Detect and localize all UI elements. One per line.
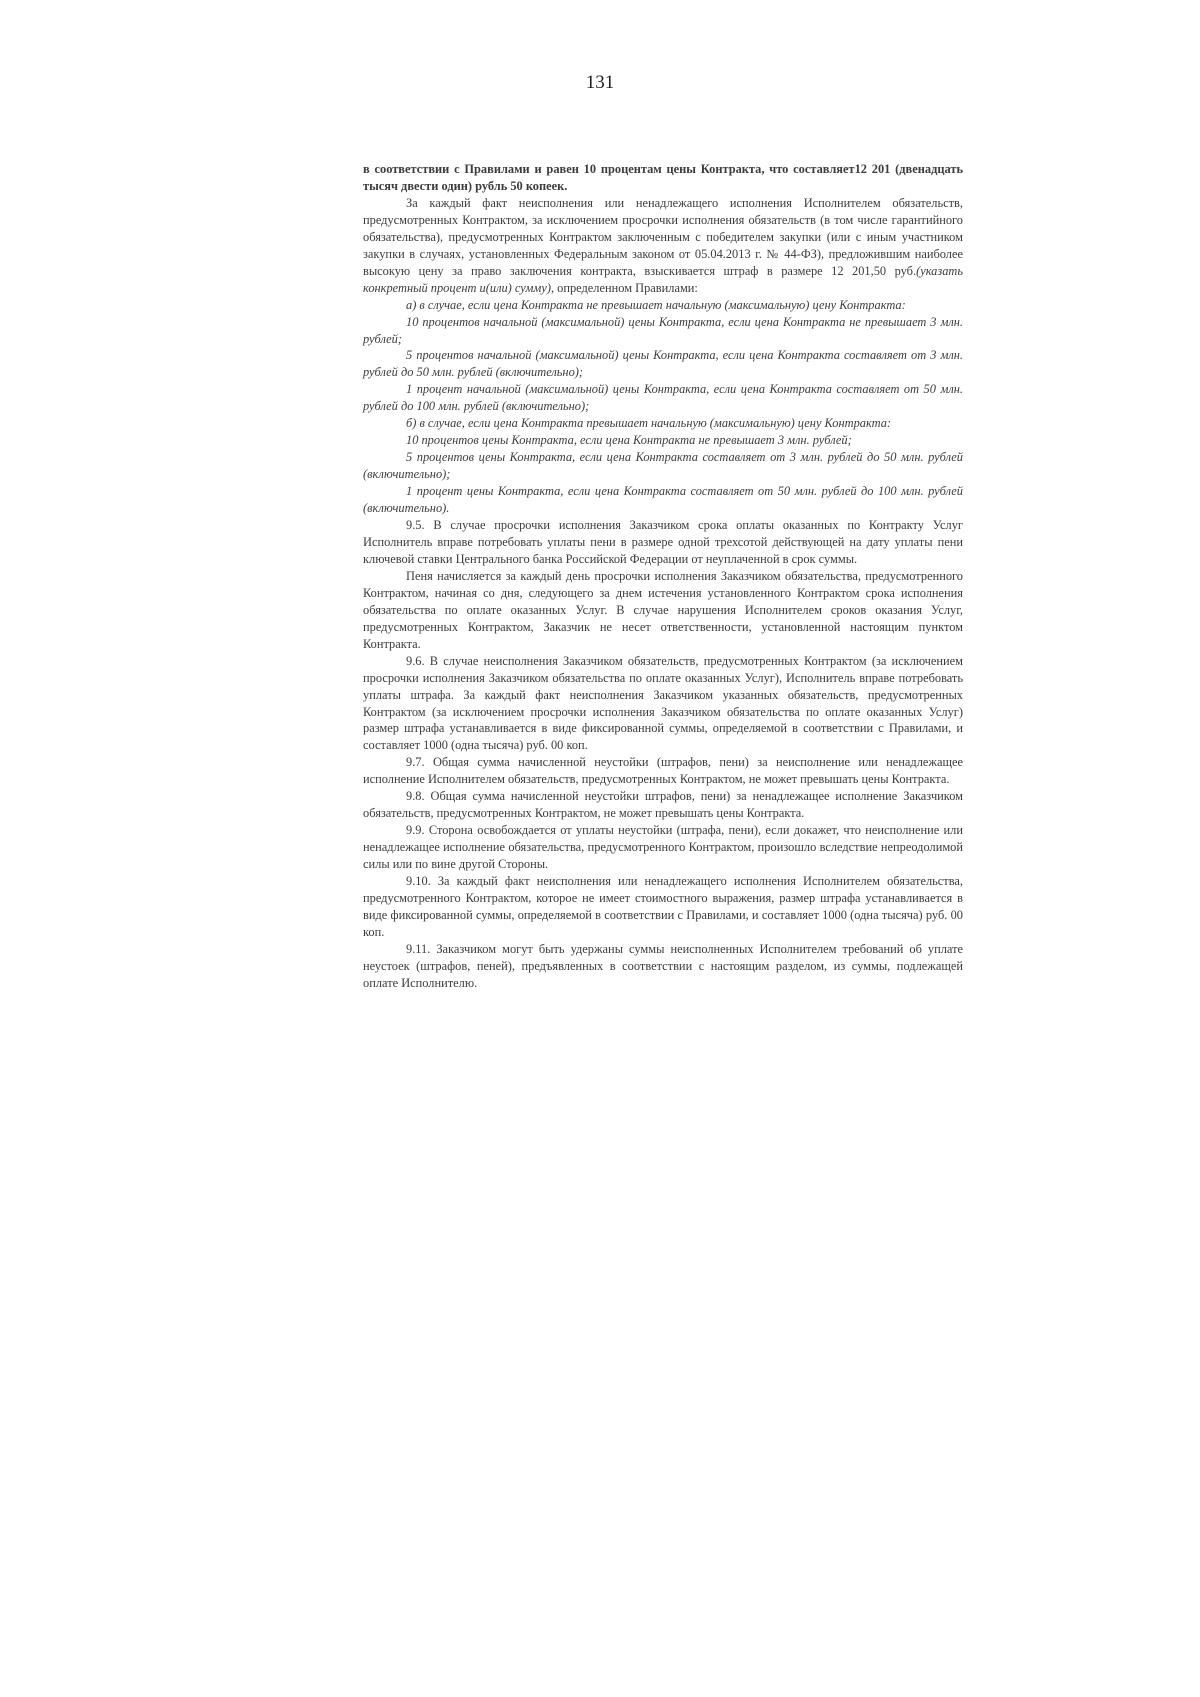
paragraph-penalty-amount: в соответствии с Правилами и равен 10 процентам цены Контракта, что составляет12 201 (двенадцать тысяч двести один) рубль 50 копеек.	[363, 162, 963, 193]
paragraph-fine-per-fact-main: За каждый факт неисполнения или ненадлежащего исполнения Исполнителем обязательств, предусмотренных Контрактом, за исключением просрочки исполнения обязательств (в том числе гарантийного обязательства), предусмотренных Контрактом заключенным с победителем закупки (или с иным участником закупки в случаях, установленных Федеральным законом от 05.04.2013 г. № 44-ФЗ), предложившим наиболее высокую цену за право заключения контракта, взыскивается штраф в размере 12 201,50 руб.	[363, 195, 963, 278]
paragraph-fine-per-fact-tail: , определенном Правилами:	[550, 280, 698, 295]
paragraph-case-a-10: 10 процентов начальной (максимальной) цены Контракта, если цена Контракта не превышает 3 млн. рублей;	[363, 314, 963, 346]
paragraph-case-b-5: 5 процентов цены Контракта, если цена Контракта составляет от 3 млн. рублей до 50 млн. рублей (включительно);	[363, 450, 963, 482]
paragraph-fine-per-fact	[363, 195, 963, 297]
paragraph-penalty-accrual: Пеня начисляется за каждый день просрочки исполнения Заказчиком обязательства, предусмотренного Контрактом, начиная со дня, следующего за днем истечения установленного Контрактом срока исполнения обязательства по оплате оказанных Услуг. В случае нарушения Исполнителем сроков оказания Услуг, предусмотренных Контрактом, Заказчик не несет ответственности, установленной настоящим пунктом Контракта.	[363, 568, 963, 651]
paragraph-9-5: 9.5. В случае просрочки исполнения Заказчиком срока оплаты оказанных по Контракту Услуг Исполнитель вправе потребовать уплаты пени в размере одной трехсотой действующей на дату уплаты пени ключевой ставки Центрального банка Российской Федерации от неуплаченной в срок суммы.	[363, 518, 963, 566]
paragraph-9-9: 9.9. Сторона освобождается от уплаты неустойки (штрафа, пени), если докажет, что неисполнение или ненадлежащее исполнение обязательства, предусмотренного Контрактом, произошло вследствие непреодолимой силы или по вине другой Стороны.	[363, 823, 963, 872]
paragraph-9-10: 9.10. За каждый факт неисполнения или ненадлежащего исполнения Исполнителем обязательства, предусмотренного Контрактом, которое не имеет стоимостного выражения, размер штрафа устанавливается в виде фиксированной суммы, определяемой в соответствии с Правилами, и составляет 1000 (одна тысяча) руб. 00 коп.	[363, 874, 963, 939]
paragraph-case-b-10: 10 процентов цены Контракта, если цена Контракта не превышает 3 млн. рублей;	[406, 433, 852, 448]
paragraph-case-a-5: 5 процентов начальной (максимальной) цены Контракта, если цена Контракта составляет от 3 млн. рублей до 50 млн. рублей (включительно);	[363, 348, 963, 380]
paragraph-9-8: 9.8. Общая сумма начисленной неустойки штрафов, пени) за ненадлежащее исполнение Заказчиком обязательств, предусмотренных Контрактом, не может превышать цены Контракта.	[363, 789, 963, 821]
paragraph-case-a-1: 1 процент начальной (максимальной) цены Контракта, если цена Контракта составляет от 50 млн. рублей до 100 млн. рублей (включительно);	[363, 382, 963, 414]
paragraph-9-7: 9.7. Общая сумма начисленной неустойки (штрафов, пени) за неисполнение или ненадлежащее исполнение Исполнителем обязательств, предусмотренных Контрактом, не может превышать цены Контракта.	[363, 755, 963, 787]
paragraph-case-b-1: 1 процент цены Контракта, если цена Контракта составляет от 50 млн. рублей до 100 млн. рублей (включительно).	[363, 484, 963, 516]
document-body	[363, 161, 963, 992]
paragraph-case-a: а) в случае, если цена Контракта не превышает начальную (максимальную) цену Контракта:	[406, 297, 906, 312]
paragraph-fine-per-fact-italic: (указать конкретный процент и(или) сумму)	[363, 263, 963, 295]
paragraph-9-6: 9.6. В случае неисполнения Заказчиком обязательств, предусмотренных Контрактом (за исключением просрочки исполнения Заказчиком обязательства по оплате оказанных Услуг), Исполнитель вправе потребовать уплаты штрафа. За каждый факт неисполнения Заказчиком указанных обязательств, предусмотренных Контрактом (за исключением просрочки исполнения Заказчиком обязательства по оплате оказанных Услуг) размер штрафа устанавливается в виде фиксированной суммы, определяемой в соответствии с Правилами, и составляет 1000 (одна тысяча) руб. 00 коп.	[363, 653, 963, 753]
paragraph-9-11: 9.11. Заказчиком могут быть удержаны суммы неисполненных Исполнителем требований об уплате неустоек (штрафов, пеней), предъявленных в соответствии с настоящим разделом, из суммы, подлежащей оплате Исполнителю.	[363, 941, 963, 990]
paragraph-case-b: б) в случае, если цена Контракта превышает начальную (максимальную) цену Контракта:	[406, 416, 892, 431]
page-number: 131	[585, 72, 615, 93]
